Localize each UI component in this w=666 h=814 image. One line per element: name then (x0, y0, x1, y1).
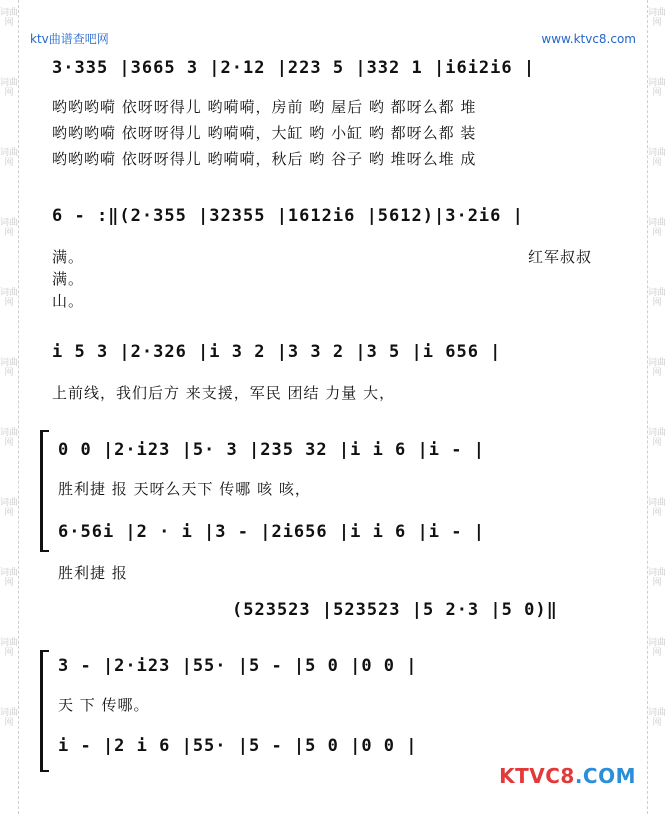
watermark-text: 词曲网 (0, 568, 19, 588)
notation-line: 3·335 |3665 3 |2·12 |223 5 |332 1 |i6i2i6 | (52, 58, 536, 78)
notation-line: 0 0 |2·i23 |5· 3 |235 32 |i i 6 |i - | (58, 440, 485, 460)
lyric-line: 天 下 传哪。 (58, 696, 150, 714)
notation-line: i 5 3 |2·326 |i 3 2 |3 3 2 |3 5 |i 656 | (52, 342, 502, 362)
system-bracket (40, 650, 49, 772)
watermark-text: 词曲网 (0, 288, 19, 308)
left-watermark-strip (0, 0, 19, 814)
watermark-text: 词曲网 (648, 568, 666, 588)
watermark-text: 词曲网 (0, 78, 19, 98)
watermark-text: 词曲网 (648, 638, 666, 658)
watermark-text: 词曲网 (648, 78, 666, 98)
watermark-text: 词曲网 (0, 218, 19, 238)
watermark-text: 词曲网 (0, 148, 19, 168)
watermark-text: 词曲网 (648, 428, 666, 448)
watermark-text: 词曲网 (0, 708, 19, 728)
watermark-text: 词曲网 (0, 358, 19, 378)
notation-line: 3 - |2·i23 |55· |5 - |5 0 |0 0 | (58, 656, 418, 676)
watermark-text: 词曲网 (648, 498, 666, 518)
notation-line: 6·56i |2 · i |3 - |2i656 |i i 6 |i - | (58, 522, 485, 542)
site-name-label: ktv曲谱查吧网 (30, 32, 109, 46)
watermark-text: 词曲网 (0, 498, 19, 518)
watermark-text: 词曲网 (648, 708, 666, 728)
notation-line: (523523 |523523 |5 2·3 |5 0)‖ (232, 600, 558, 620)
lyric-line: 胜利捷 报 天呀么天下 传哪 咳 咳， (58, 480, 311, 498)
lyric-line: 哟哟哟嗬 依呀呀得儿 哟嗬嗬，房前 哟 屋后 哟 都呀么都 堆 (52, 98, 477, 116)
lyric-line: 胜利捷 报 (58, 564, 128, 582)
watermark-text: 词曲网 (0, 428, 19, 448)
right-watermark-strip (647, 0, 666, 814)
lyric-line: 满。 (52, 270, 85, 288)
logo-tail: .COM (574, 764, 636, 788)
system-bracket (40, 430, 49, 552)
notation-line: i - |2 i 6 |55· |5 - |5 0 |0 0 | (58, 736, 418, 756)
site-logo (499, 764, 636, 788)
watermark-text: 词曲网 (0, 638, 19, 658)
notation-line: 6 - :‖(2·355 |32355 |1612i6 |5612)|3·2i6 | (52, 206, 524, 226)
lyric-line: 山。 (52, 292, 85, 310)
watermark-text: 词曲网 (0, 8, 19, 28)
lyric-line: 红军叔叔 (528, 248, 593, 266)
watermark-text: 词曲网 (648, 8, 666, 28)
logo-main: KTVC8 (499, 764, 575, 788)
lyric-line: 哟哟哟嗬 依呀呀得儿 哟嗬嗬，秋后 哟 谷子 哟 堆呀么堆 成 (52, 150, 477, 168)
watermark-text: 词曲网 (648, 218, 666, 238)
watermark-text: 词曲网 (648, 148, 666, 168)
lyric-line: 满。 (52, 248, 85, 266)
lyric-line: 哟哟哟嗬 依呀呀得儿 哟嗬嗬，大缸 哟 小缸 哟 都呀么都 装 (52, 124, 477, 142)
lyric-line: 上前线，我们后方 来支援，军民 团结 力量 大， (52, 384, 396, 402)
site-url-label: www.ktvc8.com (541, 32, 636, 46)
watermark-text: 词曲网 (648, 358, 666, 378)
watermark-text: 词曲网 (648, 288, 666, 308)
